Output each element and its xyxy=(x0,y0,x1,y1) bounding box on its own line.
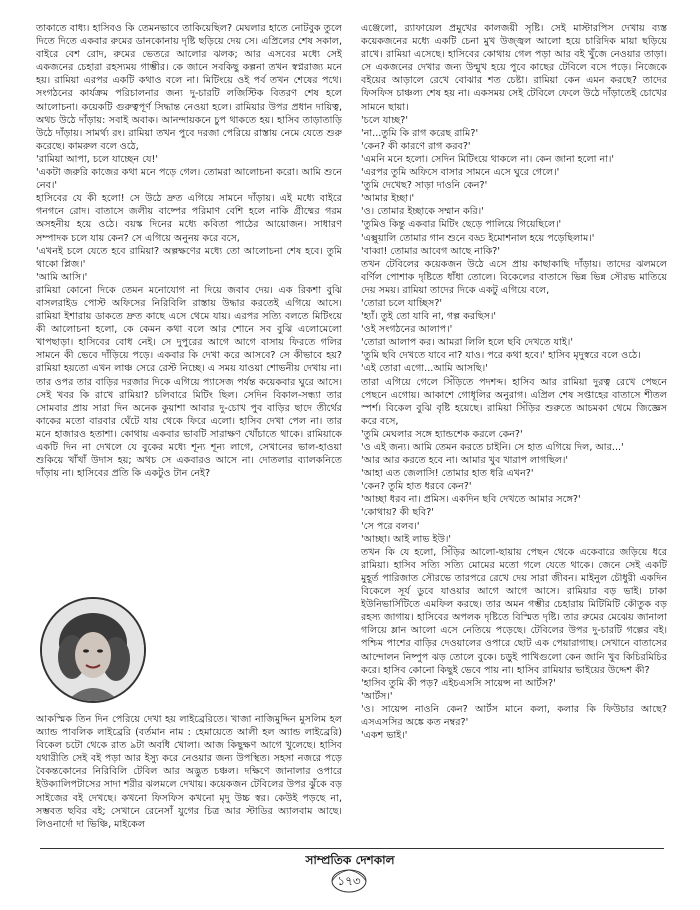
dialogue-line: 'ওই সংগঠনের আলাপ।' xyxy=(361,324,453,336)
paragraph: আকস্মিক তিন দিন পেরিয়ে দেখা হয় লাইব্রেরিতে। খাজা নাজিমুদ্দিন মুসলিম হল অ্যান্ড পাবলিক লাইব্রেরি (বর্তমান নাম : হেমায়েতে আলী হল অ্যান্ড লাইব্রেরি) বিকেল চটো থেকে রাত ৯টা অবধি খোলা। আজ কিছুক্ষণ আগে খুলেছে। হাসিব যথারীতি সেই বই পড়া আর ইস্যু করে নেওয়ার জন্য উপস্থিত। সহসা নজরে পড়ে বৈকন্তকোনের নিরিবিলি টেবিল আর অদ্ভুত চঞ্চল। দক্ষিণে জানালার ওপারে ইউক্যালিপটাসের সাদা শরীর ঝলমলে দেখায়। কয়েকজন টেবিলের উপর ঝুঁকে বড় সাইজের বই দেখছে। কখনো ফিসফিস কখনো মৃদু উচ্চ স্বর। কেউই পড়ছে না, সম্ভবত ছবির বই; সেখানে রেনেসাঁ যুগের চিত্র আর স্টাডির অ্যালবাম আছে। লিওনার্দো দা ভিঞ্চি, মাইকেল xyxy=(36,714,342,830)
dialogue-line: 'এমনি মনে হলো। সেদিন মিটিংয়ে থাকলে না। কেন জানা হলো না।' xyxy=(361,153,615,165)
dialogue-line: 'সে পরে বলব।' xyxy=(361,520,420,532)
dialogue-line: 'আচ্ছা ধরব না। প্রমিস। একদিন ছবি দেখতে আমার সঙ্গে?' xyxy=(361,494,581,506)
dialogue-line: 'না...তুমি কি রাগ করেছ রামি?' xyxy=(361,127,479,139)
page-number-text: ১৭৩ xyxy=(337,874,361,888)
left-column-top xyxy=(36,22,342,594)
dialogue-line: 'আমি আসি।' xyxy=(36,271,88,283)
paragraph: হাসিবের যে কী হলো! সে উঠে দ্রুত এগিয়ে সামনে দাঁড়ায়। এই মধ্যে বাইরে গনগনে রোদ। বাতাসে জলীয় বাষ্পের পরিমাণ বেশি হলে নাকি গ্রীষ্মের গরম অসহনীয় হয়ে ওঠে। বয়স্ক দিনের মধ্যে কবিতা পাঠের আয়োজন। সাধারণ সম্পাদক চলে যায় কেন? সে এগিয়ে অনুনয় করে বসে, xyxy=(36,193,342,244)
paragraph: রামিয়া কোনো দিকে তেমন মনোযোগ না দিয়ে জবাব দেয়। এক রিকশা বুঝি বাসলরাইড পোস্ট অফিসের নিরিবিলি রাস্তায় উদ্ধার করতেই এগিয়ে আসে। রামিয়া ইশারায় ডাকতে দ্রুত কাছে এসে থেমে যায়। এরপর সত্যি বলতে মিটিংয়ে কী আলোচনা হলো, কে কেমন কথা বলে আর শোনে সব বুঝি এলোমেলো খাপছাড়া। হাসিবের বোধ নেই। সে দুপুরের আগে আগে বাসায় ফিরতে গলির সামনে কী ভেবে দাঁড়িয়ে পড়ে। একবার কি দেখা করে আসবে? সে কীভাবে হয়? রামিয়া হয়তো এখন লাঞ্চ সেরে রেস্ট নিচ্ছে। এ সময় যাওয়া শোভনীয় দেখায় না। তার ওপর তার বাড়ির দরজার দিকে এগিয়ে প্যাসেজ পর্যন্ত কয়েকবার ঘুরে আসে। সেই খবর কি রাখে রামিয়া? চলিবারে মিটিং ছিল। সেদিন বিকাল-সন্ধ্যা তার সোমবার প্রায় সারা দিন অনেক কুয়াশা আবার দু-চোখ পুব বাড়ির ছাদে তীর্থের কাকের মতো বারবার ঘেঁটে যায় থেকে ফিরে এলো। হাসিব দেখা পেল না। তার মনে হাজারও হতাশা। কোথায় একবার ভাবটি সারাক্ষণ খোঁচাতে থাকে। রামিয়াকে একটি দিন না দেখলে যে বুকের মধ্যে শূন্য শূন্য লাগে, সেখানের ভাল-হাওয়া শুকিয়ে খাঁখাঁ উদাস হয়; অথচ সে একবারও আসে না। দোতলার ব্যালকনিতে দাঁড়ায় না। হাসিবের প্রতি কি একটুও টান নেই? xyxy=(36,284,342,480)
dialogue-line: 'তোরা আলাপ কর। আমরা লিলি হলে ছবি দেখতে যাই।' xyxy=(361,337,573,349)
paragraph: তখন টেবিলের কয়েকজন উঠে এসে প্রায় কাছাকাছি দাঁড়ায়। তাদের ঝলমলে বর্ণিল পোশাক দৃষ্টিতে ধাঁধা তোলে। বিকেলের বাতাসে ভিন্ন ভিন্ন সৌরভ মাতিয়ে দেয় সময়। রামিয়া তাদের দিকে একটু এগিয়ে বলে, xyxy=(361,258,667,296)
dialogue-line: 'কেন? তুমি হাত ধরবে কেন?' xyxy=(361,481,472,493)
dialogue-line: 'কেন? কী কারণে রাগ করব?' xyxy=(361,140,471,152)
dialogue-line: 'আর্টস।' xyxy=(361,690,393,702)
dialogue-line: 'আর আর করতে হবে না। আমার খুব খারাপ লাগছিল।' xyxy=(361,455,569,467)
dialogue-line: 'একটা জরুরি কাজের কথা মনে পড়ে গেল। তোমরা আলোচনা করো। আমি শুনে নেব।' xyxy=(36,167,342,192)
magazine-title: সাম্প্রতিক দেশকাল xyxy=(305,853,395,867)
dialogue-line: 'একশ ভাই।' xyxy=(361,730,408,742)
page-number xyxy=(330,868,368,894)
dialogue-line: 'তুমি দেখেছ? সাড়া দাওনি কেন?' xyxy=(361,180,488,192)
dialogue-line: 'কোথায়? কী ছবি?' xyxy=(361,507,434,519)
dialogue-line: 'এখনই চলে যেতে হবে রামিয়া? অল্পক্ষণের মধ্যে তো আলোচনা শেষ হবে। তুমি থাকো প্লিজ।' xyxy=(36,245,342,270)
paragraph: এঞ্জেলো, র‍্যাফায়েল প্রমুখের কালজয়ী সৃষ্টি। সেই মাস্টারপিস দেখায় ব্যস্ত কয়েকজনের মধ্যে একটি চেনা মুখ উজ্জ্বল আলো হয়ে চারিদিক মায়া ছড়িয়ে রাখে। রামিয়া এসেছে। হাসিবের কোথায় গেল পড়া আর বই খুঁজে নেওয়ার তাড়া। সে একজনের দেখার জন্য উন্মুখ হয়ে পুবে কাছের টেবিলে বসে পড়ে। নিজেকে বইয়ের আড়ালে রেখে বোঝার শত চেষ্টা। রামিয়া কেন এমন করছে? তাদের ফিসফিস চাঞ্চল্য শেষ হয় না। একসময় সেই টেবিলে ফেলে উঠে দাঁড়াতেই চোখের সামনে ছায়া। xyxy=(361,23,667,113)
dialogue-line: 'হাসিব তুমি কী পড়? এইচএসসি সায়েন্স না আর্টস?' xyxy=(361,677,556,689)
paragraph: তখন কি যে হলো, সিঁড়ির আলো-ছায়ায় পেছন থেকে একেবারে জড়িয়ে ধরে রামিয়া। হাসিব সত্যি সত্যি মোমের মতো গলে যেতে থাকে। জেনে সেই একটি মুহূর্ত পারিজাত সৌরভে তারপরে রেখে দেয় সারা জীবন। মাইনুল চৌধুরী একদিন বিকেলে সূর্য ডুবে যাওয়ার আগে আগে আসে। রামিয়ার বড় ভাই। ঢাকা ইউনিভার্সিটিতে এমফিল করছে। তার অমন গম্ভীর চেহারায় মিটিমিটি কৌতুক বড় রহস্য জাগায়। হাসিবের অপলক দৃষ্টিতে বিস্মিত দৃষ্টি। তার রুমের মেঝেয় জানালা গলিয়ে ম্লান আলো এসে নেতিয়ে পড়েছে। টেবিলের উপর দু-চারটি গল্পের বই। পশ্চিম পাশের বাড়ির দেওয়ালের ওপারে ছোট এক পেয়ারাগাছ। সেখানে বাতাসের আন্দোলন নিষ্পুপ ঝড় তোলে বুকে। চড়ুই পাখিগুলো কেন জানি খুব কিচিরমিচির করে। হাসিব কোনো কিছুই ভেবে পায় না। হাসিব রামিয়ার ভাইয়ের উদ্দেশ কী? xyxy=(361,546,667,676)
dialogue-line: 'এই তোরা এগো...আমি আসছি।' xyxy=(361,363,488,375)
dialogue-line: 'চলে যাচ্ছ?' xyxy=(361,114,408,126)
dialogue-line: 'তুমি মেঘলার সঙ্গে হ্যান্ডশেক করলে কেন?' xyxy=(361,428,523,440)
dialogue-line: 'রামিয়া আপা, চলে যাচ্ছেন যে!' xyxy=(36,153,158,165)
footer-divider xyxy=(40,848,664,849)
dialogue-line: 'আমার ইচ্ছা।' xyxy=(361,193,415,205)
dialogue-line: 'তোরা চলে যাচ্ছিস?' xyxy=(361,297,443,309)
dialogue-line: 'হ্যাঁ। তুই তো যাবি না, গল্প করছিস।' xyxy=(361,311,497,323)
left-column-bottom xyxy=(36,713,342,834)
right-column xyxy=(361,22,667,834)
dialogue-line: 'ও। সায়েন্স নাওনি কেন? আর্টস মানে কলা, কলার কি ফিউচার আছে? এসএসসির অঙ্কে কত নম্বর?' xyxy=(361,703,667,728)
dialogue-line: 'ও। তোমার ইচ্ছাকে সম্মান করি।' xyxy=(361,206,484,218)
author-portrait xyxy=(40,597,146,703)
dialogue-line: 'আহা এত জেলাসি! তোমার হাত ধরি এখন?' xyxy=(361,468,534,480)
dialogue-line: 'আচ্ছা। আই লাভ ইউ।' xyxy=(361,533,452,545)
dialogue-line: 'এক্সুয়ালি তোমার গান শুনে বড্ড ইমোশনাল হয়ে পড়েছিলাম।' xyxy=(361,232,595,244)
dialogue-line: 'তুমিও কিন্তু একবার মিটিং ছেড়ে পালিয়ে গিয়েছিলে।' xyxy=(361,219,562,231)
dialogue-line: 'বাব্বা! তোমার আবেগ আছে নাকি?' xyxy=(361,245,501,257)
paragraph: তারা এগিয়ে গেলে সিঁড়িতে পদশব্দ। হাসিব আর রামিয়া দুরত্ব রেখে পেছনে পেছনে এগোয়। আকাশে গোধূলির অনুরাগ। এপ্রিল শেষ সপ্তাহের বাতাসে শীতল স্পর্শ। বিকেল বুঝি বৃষ্টি হয়েছে। রামিয়া সিঁড়ির শুরুতে আচমকা থেমে জিজ্ঞেস করে বসে, xyxy=(361,376,667,427)
dialogue-line: 'ও এই জন্য। আমি তেমন করতে চাইনি। সে হাত এগিয়ে দিল, আর...' xyxy=(361,442,624,453)
dialogue-line: 'তুমি ছবি দেখতে যাবে না? যাও। পরে কথা হবে।' হাসিব মৃদুস্বরে বলে ওঠে। xyxy=(361,350,641,362)
dialogue-line: 'এরপর তুমি অফিসে বাসার সামনে এসে ঘুরে গেলে।' xyxy=(361,167,560,179)
paragraph: তাকাতে বাধ্য। হাসিবও কি তেমনভাবে তাকিয়েছিল? মেঘলার হাতে নোটবুক তুলে দিতে দিতে একবার রুমের ডানকোনায় দৃষ্টি ছড়িয়ে দেয় সে। এপ্রিলের শেষ সকাল, বাইরে বেশ রোদ, রুমের ভেতরে আলোর ঝলক; আর এসবের মধ্যে সেই একজনের চেহারা রহস্যময় গাম্ভীর। কে জানে সবকিছু কল্পনা তখন স্বপ্নরাজ্য মনে হয়। রামিয়া এরপর একটি কথাও বলে না। মিটিংয়ে ওই পর্ব তখন শেষের পথে। সংগঠনের কার্যক্রম পরিচালনার জন্য দু-চারটি লজিস্টিক বিতরণ শেষ হলে আলোচনা। কয়েকটি গুরুত্বপূর্ণ সিদ্ধান্ত নেওয়া হলে। রামিয়ার উপর প্রধান দায়িত্ব, অথচ উঠে দাঁড়ায়: সবাই অবাক। আনন্দায়কনে চুপ থাকতে হয়। হাসিব তাড়াতাড়ি উঠে দাঁড়ায়। সামর্থ্য রং। রামিয়া তখন পুবে দরজা পেরিয়ে রাস্তায় নেমে যেতে শুরু করেছে। কামরুল বলে ওঠে, xyxy=(36,23,342,152)
